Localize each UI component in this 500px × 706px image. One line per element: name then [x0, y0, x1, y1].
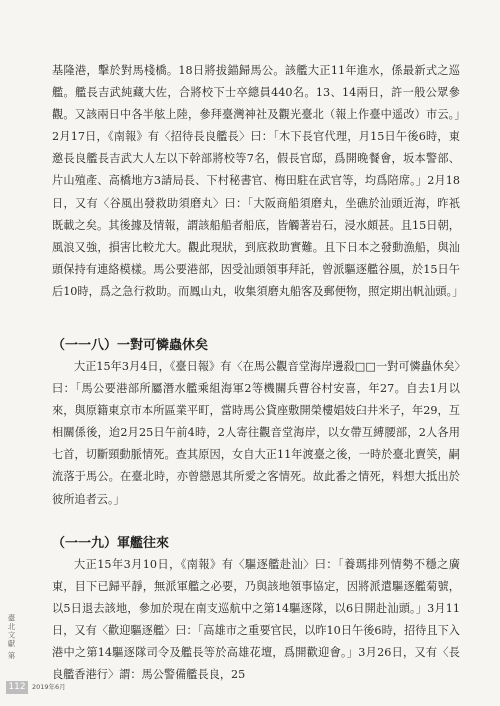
section-paragraph-119-block: [52, 554, 460, 687]
intro-paragraph-block: [52, 60, 464, 303]
section-paragraph-118: 大正15年3月4日，《臺日報》有〈在馬公觀音堂海岸邊殺□□一對可憐蟲休矣〉曰：「馬公要港部所屬潛水艦乘組海軍2等機關兵曹谷村安喜，年27。自去1月以來，與原籍東京市本所區業平町，當時馬公貸座敷開榮樓娼妓臼井米子，年29，互相關係後，迨2月25日午前4時，2人寄往觀音堂海岸，以女帶互縛腰部，2人各用七首，切斷頸動脈情死。查其原因，女自大正11年渡臺之後，一時於臺北賣笑，嗣流落于馬公。在臺北時，亦曾戀恩其所愛之客情死。故此番之情死，料想大抵出於彼所追者云。」: [52, 360, 460, 506]
page-number: 112: [6, 681, 28, 694]
journal-side-label: 臺北文獻 第: [7, 614, 16, 660]
section-paragraph-118-block: [52, 356, 460, 511]
section-paragraph-119: 大正15年3月10日，《南報》有〈驅逐艦赴汕〉曰：「養瑪排列情勢不穩之廣東，目下已歸平靜，無派軍艦之必要，乃與該地領事協定，因將派遣驅逐艦菊號，以5日退去該地，參加於現在南支巡航中之第14驅逐隊，以6日開赴汕頭。」3月11日，又有〈歡迎驅逐艦〉曰：「高雄市之重要官民，以昨10日午後6時，招待且下入港中之第14驅逐隊司令及艦長等於高雄花壇，爲開歡迎會。」3月26日，又有〈長良艦香港行〉謂：馬公警備艦長良，25: [52, 558, 460, 682]
section-heading-118: （一一八）一對可憐蟲休矣: [52, 338, 209, 353]
issue-date: 2019年6月: [32, 683, 66, 691]
section-heading-119: （一一九）軍艦往來: [52, 536, 170, 551]
intro-paragraph: 基隆港，擊於對馬棧橋。18日將拔錨歸馬公。該艦大正11年進水，係最新式之巡艦。艦長吉武純藏大佐，合將校下士卒總員440名。13、14兩日，許一般公眾參觀。又該兩日中各半舷上陸，參拜臺灣神社及觀光臺北（報上作臺中遥改）市云。」2月17日，《南報》有〈招待長良艦長〉曰：「木下長官代理，月15日午後6時，東邀長良艦長吉武大人左以下幹部將校等7名，假長官邸，爲開晚餐會，坂本警部、片山殖產、高橋地方3請局長、下村秘書官、梅田駐在武官等，均爲陪席。」2月18日，又有〈谷風出發救助須磨丸〉曰：「大阪商船須磨丸，坐礁於汕頭近海，昨祇既載之矣。其後據及情報，謂該船船者船底，皆觸著岩石，浸水頗甚。且15日朝，風浪又強，損害比較尤大。觀此現狀，到底救助實難。且下日本之發動漁船，與汕頭保持有連絡模樣。馬公要港部，因受汕頭領事拜託，曾派驅逐艦谷風，於15日午后10時，爲之急行救助。而鳳山丸，收集須磨丸船客及郵便物，照定期出帆汕頭。」: [52, 64, 464, 298]
